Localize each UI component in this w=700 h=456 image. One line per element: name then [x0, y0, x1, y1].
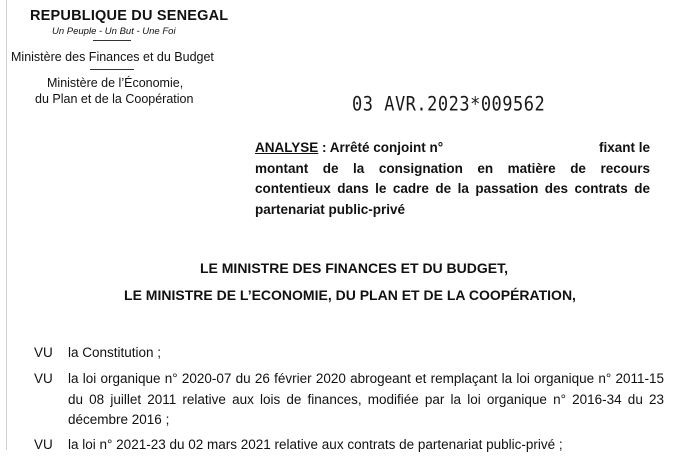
visa-text: la loi organique n° 2020-07 du 26 février 2020 abrogeant et remplaçant la loi organique n° 2011-15 du 08 juillet 2011 relative aux lois de finances, modifiée par la loi organique n° 2016-34 du 23 décembre 2016 ; [68, 371, 664, 427]
analyse-text: montant de la consignation en matière de recours contentieux dans le cadre de la passation des contrats de partenariat public-privé [255, 160, 650, 217]
visa-label: VU [34, 345, 53, 360]
page-edge [6, 0, 7, 450]
analyse-fixing: fixant le [598, 140, 650, 155]
visa-text: la loi n° 2021-23 du 02 mars 2021 relative aux contrats de partenariat public-privé ; [68, 437, 563, 452]
registration-stamp: 03 AVR.2023*009562 [352, 93, 546, 116]
visa-text: la Constitution ; [68, 345, 162, 360]
analyse-lead [255, 138, 443, 159]
country-name: REPUBLIQUE DU SENEGAL [30, 8, 229, 24]
visa-item [34, 369, 664, 431]
visa-label: VU [34, 437, 53, 452]
title-minister-economy: LE MINISTRE DE L’ECONOMIE, DU PLAN ET DE LA COOPÉRATION, [124, 287, 576, 303]
visa-item [34, 435, 664, 456]
visa-label: VU [34, 371, 53, 386]
header-divider [93, 40, 131, 41]
visa-item [34, 343, 664, 364]
analyse-separator: : [318, 140, 330, 155]
ministry-economy-line2: du Plan et de la Coopération [35, 92, 194, 106]
ministry-finances: Ministère des Finances et du Budget [11, 50, 214, 64]
ministry-economy-line1: Ministère de l’Économie, [47, 76, 184, 90]
national-motto: Un Peuple - Un But - Une Foi [52, 26, 176, 37]
analyse-first-line [255, 138, 650, 159]
analyse-decree-ref: Arrêté conjoint n° [329, 140, 444, 155]
analyse-label: ANALYSE [255, 140, 319, 155]
analyse-block [255, 138, 650, 220]
title-minister-finances: LE MINISTRE DES FINANCES ET DU BUDGET, [199, 260, 509, 276]
header-divider-2 [90, 69, 134, 70]
